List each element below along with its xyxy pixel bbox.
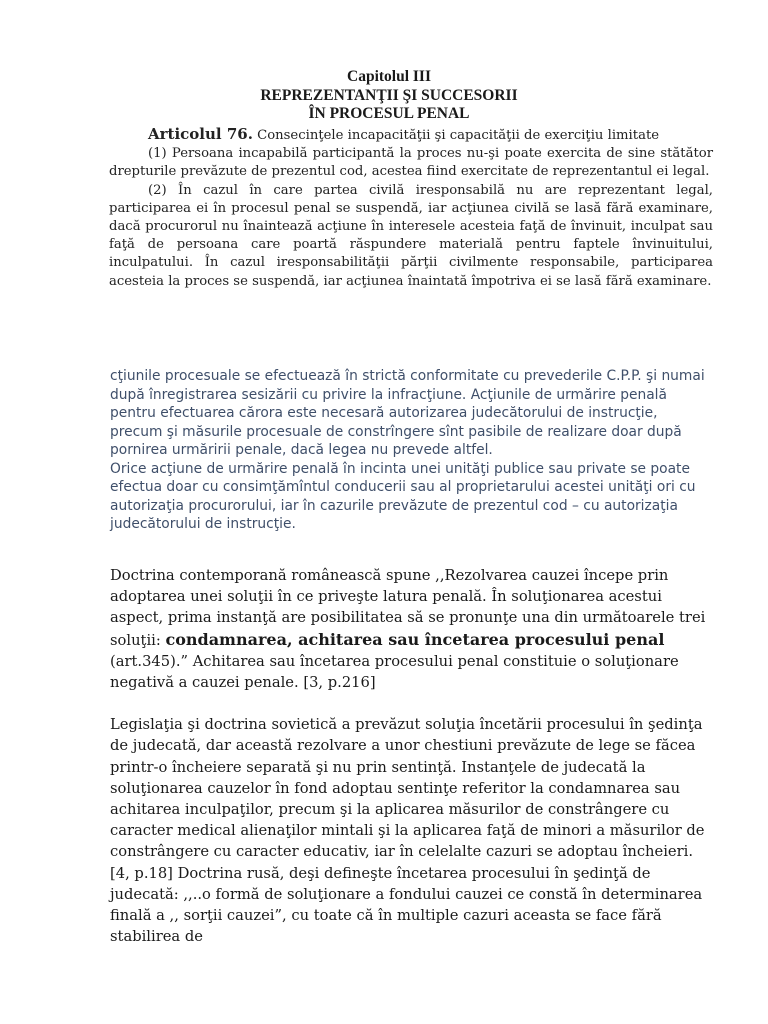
body-paragraph-1-start: Doctrina contemporană românească spune ,,Rezolvarea cauzei începe prin adoptarea unei soluţii în ce priveşte latura penală. În soluţionarea acestui aspect, prima instanţă are posibilitatea să se pronunţe una din următoarele trei soluţii: bbox=[110, 567, 706, 649]
chapter-title-line2: ÎN PROCESUL PENAL bbox=[308, 105, 470, 122]
chapter-title-line1: REPREZENTANŢII ŞI SUCCESORII bbox=[260, 87, 518, 104]
article-block bbox=[109, 125, 713, 291]
body-text-block bbox=[110, 565, 714, 947]
excerpt-paragraph-1: cţiunile procesuale se efectuează în strictă conformitate cu prevederile C.P.P. şi numai după înregistrarea sesizării cu privire la infracţiune. Acţiunile de urmărire penală pentru efectuarea cărora este necesară autorizarea judecătorului de instrucţie, precum şi măsurile procesuale de constrîngere sînt pasibile de realizare doar după pornirea urmăririi penale, dacă legea nu prevede altfel. bbox=[110, 368, 705, 458]
excerpt-paragraph-2: Orice acţiune de urmărire penală în incinta unei unităţi publice sau private se poate efectua doar cu consimţămîntul conducerii sau al proprietarului acestei unităţi ori cu autorizaţia procurorului, iar în cazurile prevăzute de prezentul cod – cu autorizaţia judecătorului de instrucţie. bbox=[110, 460, 696, 532]
article-label: Articolul 76. bbox=[148, 125, 253, 143]
body-paragraph-2: Legislaţia şi doctrina sovietică a prevăzut soluţia încetării procesului în şedinţa de judecată, dar această rezolvare a unor chestiuni prevăzute de lege se făcea printr-o încheiere separată şi nu prin sentinţă. Instanţele de judecată la soluţionarea cauzelor în fond adoptau sentinţe referitor la condamnarea sau achitarea inculpaţilor, precum şi la aplicarea măsurilor de constrângere cu caracter medical alienaţilor mintali şi la aplicarea faţă de minori a măsurilor de constrângere cu caracter educativ, iar în celelalte cazuri se adoptau încheieri. [4, p.18] Doctrina rusă, deşi defineşte încetarea procesului în şedinţă de judecată: ,,..o formă de soluţionare a fondului cauzei ce constă în determinarea finală a ,, sorţii cauzei”, cu toate că în multiple cazuri aceasta se face fără stabilirea de bbox=[110, 716, 705, 946]
excerpt-block bbox=[110, 367, 712, 534]
body-paragraph-1 bbox=[110, 565, 714, 693]
article-heading bbox=[109, 125, 713, 145]
body-paragraph-1-end: (art.345).” Achitarea sau încetarea procesului penal constituie o soluţionare negativă a cauzei penale. [3, p.216] bbox=[110, 652, 679, 692]
article-paragraph-2: (2) În cazul în care partea civilă iresponsabilă nu are reprezentant legal, participarea ei în procesul penal se suspendă, iar acţiunea civilă se lasă fără examinare, dacă procurorul nu înaintează acţiune în interesele acesteia faţă de învinuit, inculpat sau faţă de persoana care poartă răspundere materială pentru faptele învinuitului, inculpatului. În cazul iresponsabilităţii părţii civilmente responsabile, participarea acesteia la proces se suspendă, iar acţiunea înaintată împotriva ei se lasă fără examinare. bbox=[109, 182, 713, 289]
chapter-number: Capitolul III bbox=[347, 68, 431, 85]
article-paragraph-1: (1) Persoana incapabilă participantă la proces nu-şi poate exercita de sine stătător drepturile prevăzute de prezentul cod, acestea fiind exercitate de reprezentantul ei legal. bbox=[109, 146, 713, 180]
body-paragraph-1-emphasis: condamnarea, achitarea sau încetarea procesului penal bbox=[165, 629, 665, 649]
article-title: Consecinţele incapacităţii şi capacităţii de exerciţiu limitate bbox=[257, 128, 660, 143]
